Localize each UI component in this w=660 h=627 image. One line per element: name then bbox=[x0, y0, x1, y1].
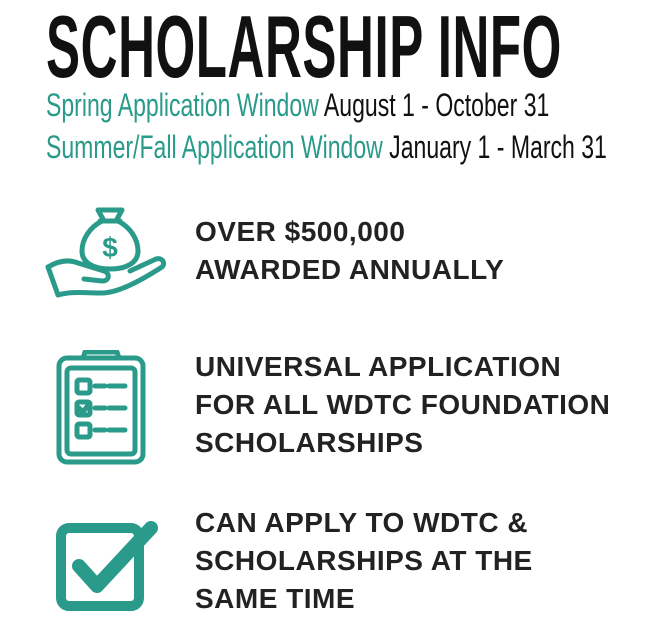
money-bag-hand-icon bbox=[44, 201, 168, 301]
spring-window-label: Spring Application Window bbox=[46, 87, 319, 123]
checklist-clipboard-icon bbox=[55, 350, 147, 465]
feature-apply-same-time-text bbox=[195, 504, 533, 618]
svg-text:$: $ bbox=[102, 232, 118, 263]
feature-funding-text bbox=[195, 213, 504, 289]
summer-fall-window-dates: January 1 - March 31 bbox=[389, 129, 607, 165]
feature-line: FOR ALL WDTC FOUNDATION bbox=[195, 389, 611, 420]
feature-line: SCHOLARSHIPS bbox=[195, 427, 424, 458]
feature-line: CAN APPLY TO WDTC & bbox=[195, 507, 529, 538]
feature-line: OVER $500,000 bbox=[195, 216, 406, 247]
summer-fall-window-label: Summer/Fall Application Window bbox=[46, 129, 383, 165]
feature-line: SCHOLARSHIPS AT THE bbox=[195, 545, 533, 576]
feature-line: AWARDED ANNUALLY bbox=[195, 254, 505, 285]
page-title: SCHOLARSHIP INFO bbox=[46, 0, 562, 96]
spring-window-dates: August 1 - October 31 bbox=[323, 87, 550, 123]
checkbox-check-icon bbox=[55, 520, 159, 612]
feature-line: UNIVERSAL APPLICATION bbox=[195, 351, 562, 382]
feature-universal-application-text bbox=[195, 348, 610, 462]
summer-fall-window-line bbox=[46, 130, 607, 164]
spring-window-line bbox=[46, 88, 549, 122]
feature-line: SAME TIME bbox=[195, 583, 356, 614]
